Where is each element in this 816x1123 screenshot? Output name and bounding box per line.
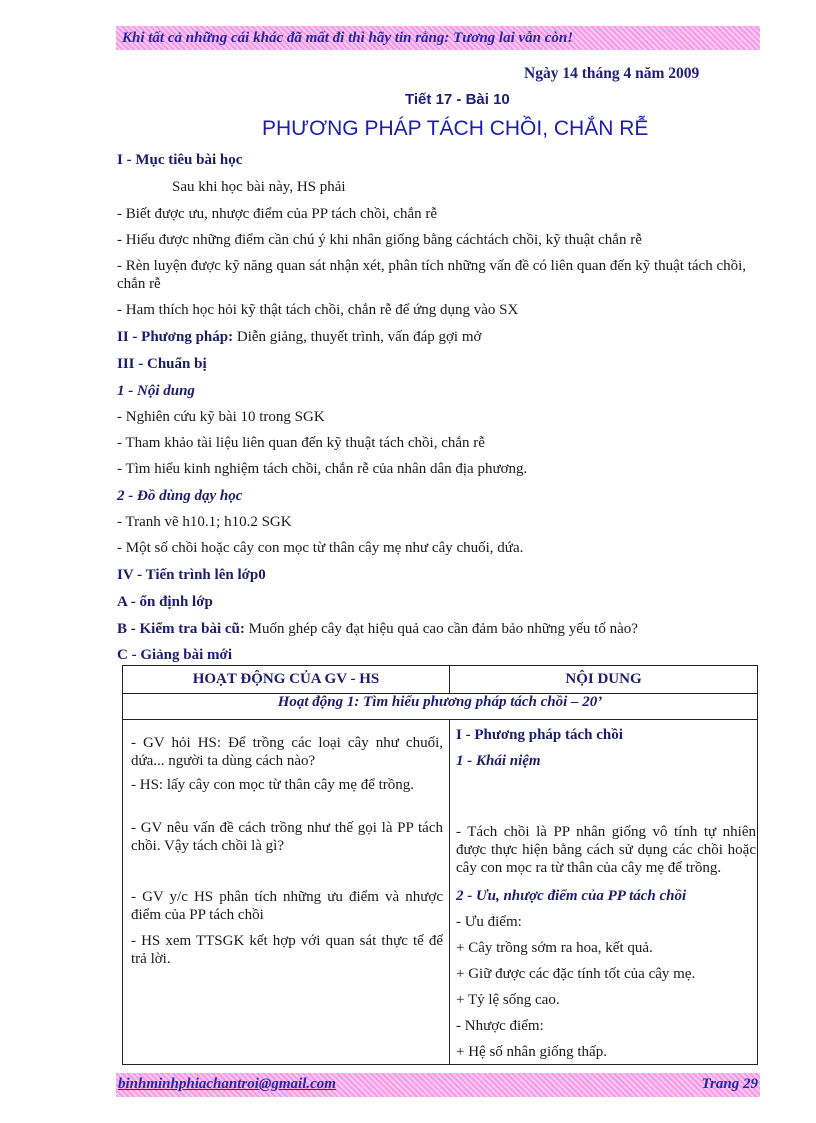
review-text: Muốn ghép cây đạt hiệu quả cao cần đảm bảo những yếu tố nào? xyxy=(244,621,638,637)
content-item: - Tìm hiểu kinh nghiệm tách chồi, chắn rễ của nhân dân địa phương. xyxy=(117,461,528,477)
objective-item: - Biết được ưu, nhược điểm của PP tách chồi, chắn rễ xyxy=(117,206,438,222)
footer-email-link[interactable]: binhminhphiachantroi@gmail.com xyxy=(118,1076,336,1092)
activity-step: - GV nêu vấn đề cách trồng như thế gọi là PP tách chồi. Vậy tách chồi là gì? xyxy=(131,820,443,854)
column-header-content: NỘI DUNG xyxy=(450,666,758,694)
pros-item: + Tỷ lệ sống cao. xyxy=(456,992,560,1008)
content-heading: 1 - Nội dung xyxy=(117,383,195,399)
objective-item: - Ham thích học hỏi kỹ thật tách chồi, chắn rễ để ứng dụng vào SX xyxy=(117,302,519,318)
content-section-heading: I - Phương pháp tách chồi xyxy=(456,727,623,743)
lesson-number: Tiết 17 - Bài 10 xyxy=(405,91,510,108)
pros-label: - Ưu điểm: xyxy=(456,914,522,930)
method-text: Diễn giảng, thuyết trình, vấn đáp gợi mở xyxy=(233,329,482,345)
process-heading: IV - Tiến trình lên lớp0 xyxy=(117,567,266,583)
objectives-heading: I - Mục tiêu bài học xyxy=(117,152,243,168)
activity-step: - HS xem TTSGK kết hợp với quan sát thực tế để trả lời. xyxy=(131,933,443,967)
activity-step: - GV y/c HS phân tích những ưu điểm và nhược điểm của PP tách chồi xyxy=(131,889,443,923)
content-item: - Tham khảo tài liệu liên quan đến kỹ thuật tách chồi, chắn rễ xyxy=(117,435,485,451)
lesson-date: Ngày 14 tháng 4 năm 2009 xyxy=(524,65,700,82)
method-heading: II - Phương pháp: xyxy=(117,329,234,345)
new-lesson-heading: C - Giảng bài mới xyxy=(117,647,232,663)
tools-heading: 2 - Đồ dùng dạy học xyxy=(117,488,243,504)
pros-item: + Giữ được các đặc tính tốt của cây mẹ. xyxy=(456,966,696,982)
tools-item: - Tranh vẽ h10.1; h10.2 SGK xyxy=(117,514,292,530)
activity-step: - GV hỏi HS: Để trồng các loại cây như chuối, dứa... người ta dùng cách nào? xyxy=(131,735,443,769)
objectives-intro: Sau khi học bài này, HS phải xyxy=(172,179,346,195)
content-item: - Nghiên cứu kỹ bài 10 trong SGK xyxy=(117,409,325,425)
content-cell xyxy=(450,720,758,1065)
pros-cons-heading: 2 - Ưu, nhược điểm của PP tách chồi xyxy=(456,888,687,904)
cons-label: - Nhược điểm: xyxy=(456,1018,544,1034)
activities-cell xyxy=(123,720,450,1065)
tools-item: - Một số chồi hoặc cây con mọc từ thân cây mẹ như cây chuối, dứa. xyxy=(117,540,524,556)
cons-item: + Hệ số nhân giống thấp. xyxy=(456,1044,607,1060)
page-title: PHƯƠNG PHÁP TÁCH CHỒI, CHẮN RỄ xyxy=(262,117,649,140)
prep-heading: III - Chuẩn bị xyxy=(117,356,207,372)
column-header-activities: HOẠT ĐỘNG CỦA GV - HS xyxy=(123,666,450,694)
page-number: Trang 29 xyxy=(701,1076,758,1092)
header-motto: Khi tất cả những cái khác đã mất đi thì hãy tin rằng: Tương lai vẫn còn! xyxy=(122,30,574,46)
pros-item: + Cây trồng sớm ra hoa, kết quả. xyxy=(456,940,653,956)
objective-item: - Hiểu được những điểm cần chú ý khi nhân giống bằng cáchtách chồi, kỹ thuật chắn rễ xyxy=(117,232,642,248)
review-line xyxy=(117,620,767,638)
method-line xyxy=(117,328,767,346)
activity-title: Hoạt động 1: Tìm hiểu phương pháp tách chồi – 20’ xyxy=(123,694,758,720)
lesson-table xyxy=(122,665,758,1065)
activity-step: - HS: lấy cây con mọc từ thân cây mẹ để trồng. xyxy=(131,777,415,793)
objective-item: - Rèn luyện được kỹ năng quan sát nhận xét, phân tích những vấn đề có liên quan đến kỹ thuật tách chồi, chắn rễ xyxy=(117,258,747,292)
concept-heading: 1 - Khái niệm xyxy=(456,753,541,769)
review-heading: B - Kiểm tra bài cũ: xyxy=(117,621,245,637)
concept-text: - Tách chồi là PP nhân giống vô tính tự nhiên được thực hiện bằng cách sử dụng các chồi hoặc cây con mọc ra từ thân của cây mẹ để trồng. xyxy=(456,824,756,876)
stabilize-heading: A - ổn định lớp xyxy=(117,594,213,610)
